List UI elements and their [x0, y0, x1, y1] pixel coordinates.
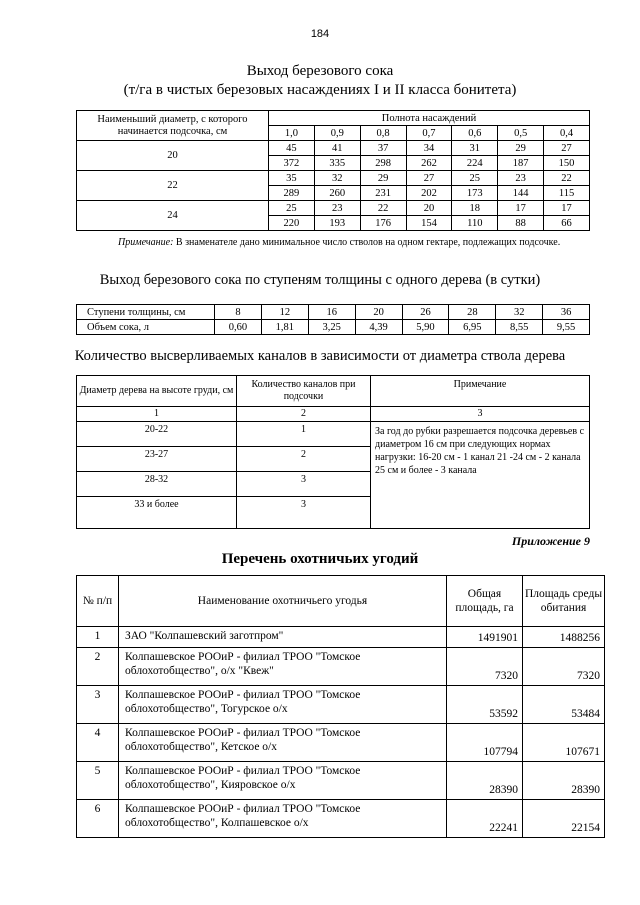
volume-label: Объем сока, л: [77, 320, 215, 335]
channels-table: [76, 375, 590, 529]
total-area: 53592: [447, 686, 523, 724]
channels-note: За год до рубки разрешается подсочка деревьев с диаметром 16 см при следующих нормах нагрузки: 16-20 см - 1 канал 21 -24 см - 2 канала 25 см и более - 3 канала: [371, 422, 590, 529]
yield-cell: 31: [452, 141, 498, 156]
thickness-value: 16: [308, 305, 355, 320]
total-area: 22241: [447, 800, 523, 838]
sap-per-tree-table: [76, 304, 590, 335]
density-value: 0,5: [498, 126, 544, 141]
yield-cell: 23: [498, 171, 544, 186]
habitat-area: 7320: [523, 648, 605, 686]
sap-per-tree-title: Выход березового сока по ступеням толщины с одного дерева (в сутки): [99, 272, 541, 288]
sap-yield-title-line2: (т/га в чистых березовых насаждениях I и II класса бонитета): [123, 82, 517, 98]
row-number: 6: [77, 800, 119, 838]
diameter-range: 28-32: [77, 472, 237, 497]
yield-cell: 27: [406, 171, 452, 186]
stems-cell: 260: [314, 186, 360, 201]
yield-cell: 32: [314, 171, 360, 186]
yield-cell: 29: [498, 141, 544, 156]
ground-name: Колпашевское РООиР - филиал ТРОО "Томское облохотобщество", Кияровское о/х: [119, 762, 447, 800]
stems-cell: 110: [452, 216, 498, 231]
channel-count: 3: [237, 497, 371, 529]
yield-cell: 35: [269, 171, 315, 186]
header-number: № п/п: [77, 576, 119, 627]
volume-value: 5,90: [402, 320, 449, 335]
yield-cell: 25: [269, 201, 315, 216]
stems-cell: 298: [360, 156, 406, 171]
header-note: Примечание: [371, 376, 590, 407]
header-min-diameter: Наименьший диаметр, с которого начинается подсочка, см: [77, 111, 269, 141]
volume-value: 6,95: [449, 320, 496, 335]
volume-value: 3,25: [308, 320, 355, 335]
hunting-grounds-title: Перечень охотничьих угодий: [221, 551, 419, 567]
stems-cell: 202: [406, 186, 452, 201]
habitat-area: 1488256: [523, 627, 605, 648]
channel-count: 3: [237, 472, 371, 497]
habitat-area: 28390: [523, 762, 605, 800]
stems-cell: 231: [360, 186, 406, 201]
sap-yield-note: [76, 236, 596, 249]
stems-cell: 115: [544, 186, 590, 201]
total-area: 1491901: [447, 627, 523, 648]
row-number: 3: [77, 686, 119, 724]
ground-name: Колпашевское РООиР - филиал ТРОО "Томское облохотобщество", о/х "Квеж": [119, 648, 447, 686]
yield-cell: 25: [452, 171, 498, 186]
thickness-value: 20: [355, 305, 402, 320]
yield-cell: 22: [360, 201, 406, 216]
diameter-range: 23-27: [77, 447, 237, 472]
stems-cell: 335: [314, 156, 360, 171]
note-label: Примечание:: [118, 237, 174, 248]
row-number: 1: [77, 627, 119, 648]
yield-cell: 22: [544, 171, 590, 186]
diameter-range: 20-22: [77, 422, 237, 447]
ground-name: Колпашевское РООиР - филиал ТРОО "Томское облохотобщество", Кетское о/х: [119, 724, 447, 762]
appendix-label: Приложение 9: [511, 534, 590, 548]
thickness-value: 26: [402, 305, 449, 320]
hunting-grounds-table: [76, 575, 605, 838]
row-number: 2: [77, 648, 119, 686]
yield-cell: 29: [360, 171, 406, 186]
note-text: В знаменателе дано минимальное число стволов на одном гектаре, подлежащих подсочке.: [173, 237, 561, 248]
header-channel-count: Количество каналов при подсочки: [237, 376, 371, 407]
ground-name: Колпашевское РООиР - филиал ТРОО "Томское облохотобщество", Тогурское о/х: [119, 686, 447, 724]
total-area: 7320: [447, 648, 523, 686]
stems-cell: 262: [406, 156, 452, 171]
habitat-area: 53484: [523, 686, 605, 724]
thickness-value: 8: [215, 305, 262, 320]
thickness-value: 28: [449, 305, 496, 320]
yield-cell: 34: [406, 141, 452, 156]
channel-count: 1: [237, 422, 371, 447]
stems-cell: 220: [269, 216, 315, 231]
yield-cell: 23: [314, 201, 360, 216]
diameter-range: 33 и более: [77, 497, 237, 529]
stems-cell: 154: [406, 216, 452, 231]
ground-name: ЗАО "Колпашевский заготпром": [119, 627, 447, 648]
yield-cell: 17: [498, 201, 544, 216]
stems-cell: 144: [498, 186, 544, 201]
channels-title: Количество высверливаемых каналов в зависимости от диаметра ствола дерева: [74, 348, 566, 364]
diameter-cell: 22: [77, 171, 269, 201]
yield-cell: 45: [269, 141, 315, 156]
volume-value: 9,55: [543, 320, 590, 335]
stems-cell: 176: [360, 216, 406, 231]
thickness-value: 32: [496, 305, 543, 320]
diameter-cell: 24: [77, 201, 269, 231]
density-value: 0,4: [544, 126, 590, 141]
stems-cell: 372: [269, 156, 315, 171]
column-number: 2: [237, 407, 371, 422]
stems-cell: 88: [498, 216, 544, 231]
habitat-area: 107671: [523, 724, 605, 762]
thickness-value: 12: [261, 305, 308, 320]
yield-cell: 17: [544, 201, 590, 216]
yield-cell: 27: [544, 141, 590, 156]
yield-cell: 41: [314, 141, 360, 156]
volume-value: 0,60: [215, 320, 262, 335]
stems-cell: 193: [314, 216, 360, 231]
row-number: 4: [77, 724, 119, 762]
density-value: 0,8: [360, 126, 406, 141]
sap-yield-table: [76, 110, 590, 231]
stems-cell: 289: [269, 186, 315, 201]
yield-cell: 18: [452, 201, 498, 216]
stems-cell: 66: [544, 216, 590, 231]
page-number: 184: [310, 28, 330, 40]
column-number: 1: [77, 407, 237, 422]
volume-value: 4,39: [355, 320, 402, 335]
volume-value: 1,81: [261, 320, 308, 335]
header-ground-name: Наименование охотничьего угодья: [119, 576, 447, 627]
volume-value: 8,55: [496, 320, 543, 335]
row-number: 5: [77, 762, 119, 800]
density-value: 0,9: [314, 126, 360, 141]
column-number: 3: [371, 407, 590, 422]
density-value: 0,6: [452, 126, 498, 141]
header-habitat-area: Площадь среды обитания: [523, 576, 605, 627]
header-tree-diameter: Диаметр дерева на высоте груди, см: [77, 376, 237, 407]
sap-yield-title-line1: Выход березового сока: [246, 63, 394, 79]
header-stand-density: Полнота насаждений: [269, 111, 590, 126]
habitat-area: 22154: [523, 800, 605, 838]
stems-cell: 150: [544, 156, 590, 171]
total-area: 107794: [447, 724, 523, 762]
yield-cell: 37: [360, 141, 406, 156]
yield-cell: 20: [406, 201, 452, 216]
thickness-value: 36: [543, 305, 590, 320]
density-value: 0,7: [406, 126, 452, 141]
diameter-cell: 20: [77, 141, 269, 171]
ground-name: Колпашевское РООиР - филиал ТРОО "Томское облохотобщество", Колпашевское о/х: [119, 800, 447, 838]
channel-count: 2: [237, 447, 371, 472]
density-value: 1,0: [269, 126, 315, 141]
stems-cell: 224: [452, 156, 498, 171]
total-area: 28390: [447, 762, 523, 800]
thickness-label: Ступени толщины, см: [77, 305, 215, 320]
sap-yield-title: [0, 62, 640, 100]
stems-cell: 187: [498, 156, 544, 171]
header-total-area: Общая площадь, га: [447, 576, 523, 627]
stems-cell: 173: [452, 186, 498, 201]
